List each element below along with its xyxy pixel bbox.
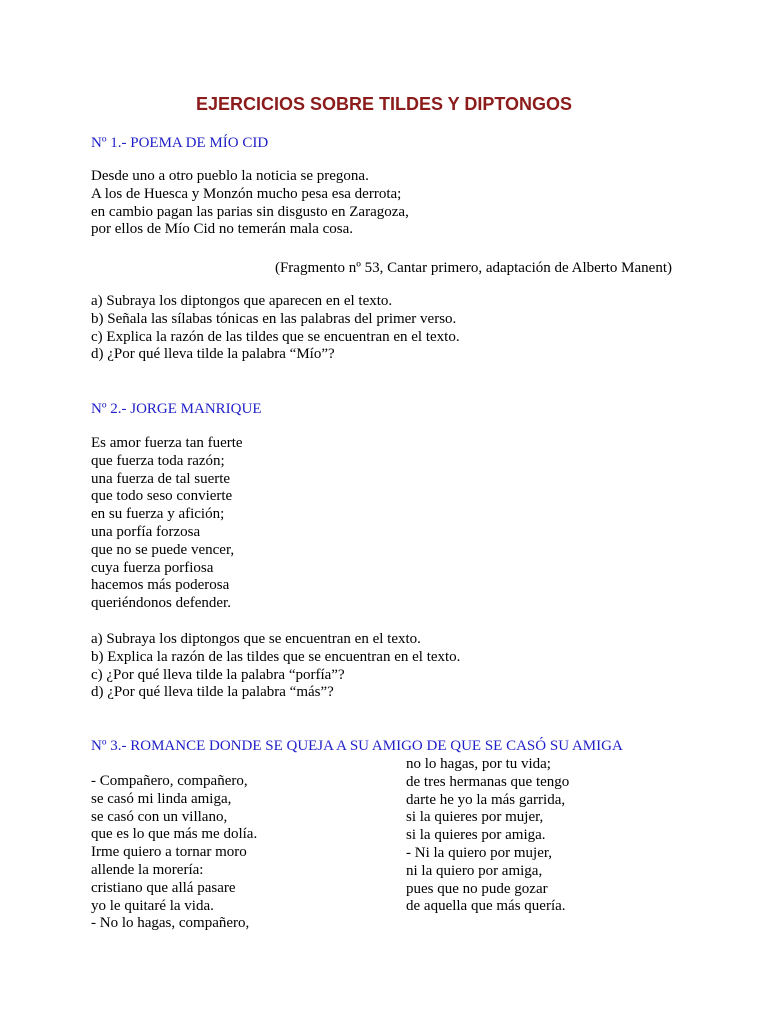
poem-1 [91,168,409,239]
poem-line: Desde uno a otro pueblo la noticia se pregona. [91,168,369,184]
poem-line: se casó mi linda amiga, [91,790,232,807]
poem-3-right-column [406,756,569,916]
poem-line: Es amor fuerza tan fuerte [91,435,243,451]
question-item: c) ¿Por qué lleva tilde la palabra “porfía”? [91,666,345,683]
document-title: EJERCICIOS SOBRE TILDES Y DIPTONGOS [195,94,573,114]
question-item: d) ¿Por qué lleva tilde la palabra “más”? [91,684,334,701]
section-heading-3: Nº 3.- ROMANCE DONDE SE QUEJA A SU AMIGO DE QUE SE CASÓ SU AMIGA [91,738,623,754]
question-item: b) Explica la razón de las tildes que se encuentran en el texto. [91,648,461,665]
question-item: a) Subraya los diptongos que aparecen en el texto. [91,293,393,309]
poem-3-left-column [91,773,257,933]
poem-line: una porfía forzosa [91,523,201,540]
poem-line: que es lo que más me dolía. [91,826,258,843]
questions-1 [91,293,460,364]
poem-line: que todo seso convierte [91,488,233,505]
section-heading-2: Nº 2.- JORGE MANRIQUE [91,401,262,417]
poem-line: ni la quiero por amiga, [406,862,543,879]
poem-line: - Ni la quiero por mujer, [406,844,553,861]
poem-line: hacemos más poderosa [91,577,230,594]
poem-line: de aquella que más quería. [406,898,566,915]
source-note: (Fragmento nº 53, Cantar primero, adaptación de Alberto Manent) [274,260,672,276]
poem-line: darte he yo la más garrida, [406,791,566,808]
poem-line: pues que no pude gozar [406,880,548,897]
poem-2 [91,435,243,613]
poem-line: queriéndonos defender. [91,595,231,612]
poem-line: si la quieres por mujer, [406,809,544,826]
question-item: c) Explica la razón de las tildes que se encuentran en el texto. [91,328,460,345]
poem-line: de tres hermanas que tengo [406,773,570,790]
poem-line: que fuerza toda razón; [91,452,225,469]
poem-line: allende la morería: [91,861,204,878]
poem-line: en cambio pagan las parias sin disgusto en Zaragoza, [91,203,409,220]
poem-line: yo le quitaré la vida. [91,897,214,914]
poem-line: - Compañero, compañero, [91,773,248,789]
questions-2 [91,631,460,702]
poem-line: una fuerza de tal suerte [91,470,231,487]
question-item: d) ¿Por qué lleva tilde la palabra “Mío”? [91,346,335,363]
poem-line: que no se puede vencer, [91,541,235,558]
poem-line: cuya fuerza porfiosa [91,559,214,576]
poem-line: Irme quiero a tornar moro [91,844,247,861]
section-heading-1: Nº 1.- POEMA DE MÍO CID [91,135,269,151]
poem-line: no lo hagas, por tu vida; [406,756,551,772]
poem-line: - No lo hagas, compañero, [91,915,250,932]
question-item: b) Señala las sílabas tónicas en las palabras del primer verso. [91,310,457,327]
poem-line: cristiano que allá pasare [91,879,236,896]
poem-line: A los de Huesca y Monzón mucho pesa esa derrota; [91,185,402,202]
poem-line: en su fuerza y afición; [91,506,225,523]
poem-line: por ellos de Mío Cid no temerán mala cosa. [91,221,354,238]
poem-line: si la quieres por amiga. [406,827,546,844]
question-item: a) Subraya los diptongos que se encuentran en el texto. [91,631,421,647]
poem-line: se casó con un villano, [91,808,228,825]
